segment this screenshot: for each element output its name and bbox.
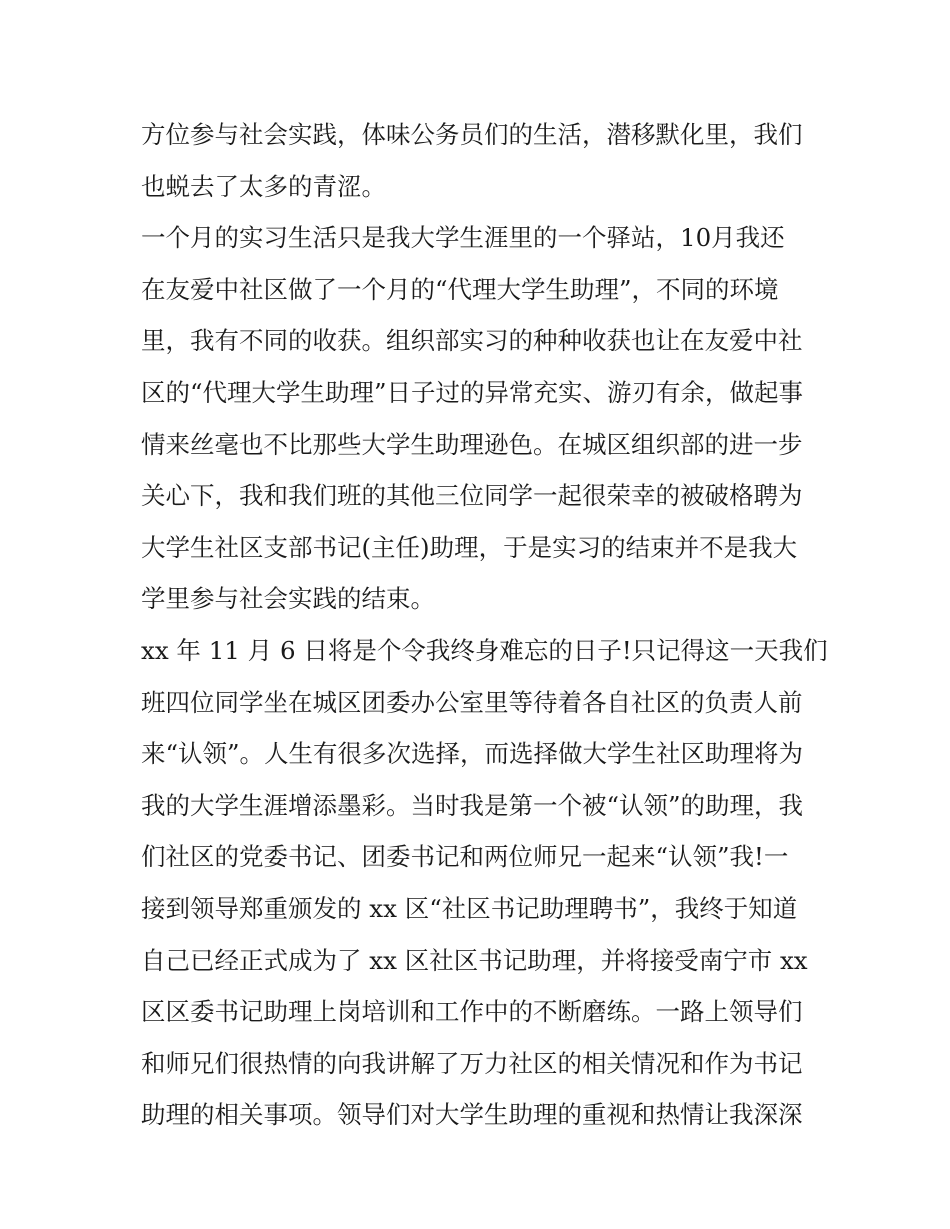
text-line: 也蜕去了太多的青涩。 [141,171,386,201]
text-line: 和师兄们很热情的向我讲解了万力社区的相关情况和作为书记 [141,1048,803,1078]
text-line: xx 年 11 月 6 日将是个令我终身难忘的日子!只记得这一天我们 [141,635,828,665]
text-line: 来“认领”。人生有很多次选择，而选择做大学生社区助理将为 [141,739,804,769]
text-line: 我的大学生涯增添墨彩。当时我是第一个被“认领”的助理，我 [141,790,804,820]
text-line: 自己已经正式成为了 xx 区社区书记助理，并将接受南宁市 xx [141,945,808,975]
text-line: 班四位同学坐在城区团委办公室里等待着各自社区的负责人前 [141,687,803,717]
text-line: 接到领导郑重颁发的 xx 区“社区书记助理聘书”，我终于知道 [141,893,798,923]
text-line: 们社区的党委书记、团委书记和两位师兄一起来“认领”我!一 [141,842,789,872]
text-line: 助理的相关事项。领导们对大学生助理的重视和热情让我深深 [141,1100,803,1130]
text-line: 区区委书记助理上岗培训和工作中的不断磨练。一路上领导们 [141,997,803,1027]
body-text [141,109,828,1141]
text-line: 大学生社区支部书记(主任)助理，于是实习的结束并不是我大 [141,532,798,562]
text-line: 学里参与社会实践的结束。 [141,584,435,614]
text-line: 情来丝毫也不比那些大学生助理逊色。在城区组织部的进一步 [141,429,803,459]
text-line: 一个月的实习生活只是我大学生涯里的一个驿站，10月我还 [141,223,785,253]
text-line: 关心下，我和我们班的其他三位同学一起很荣幸的被破格聘为 [141,481,803,511]
text-line: 区的“代理大学生助理”日子过的异常充实、游刃有余，做起事 [141,377,804,407]
text-line: 方位参与社会实践，体味公务员们的生活，潜移默化里，我们 [141,120,803,149]
text-line: 里，我有不同的收获。组织部实习的种种收获也让在友爱中社 [141,326,803,356]
text-line: 在友爱中社区做了一个月的“代理大学生助理”，不同的环境 [141,274,779,304]
